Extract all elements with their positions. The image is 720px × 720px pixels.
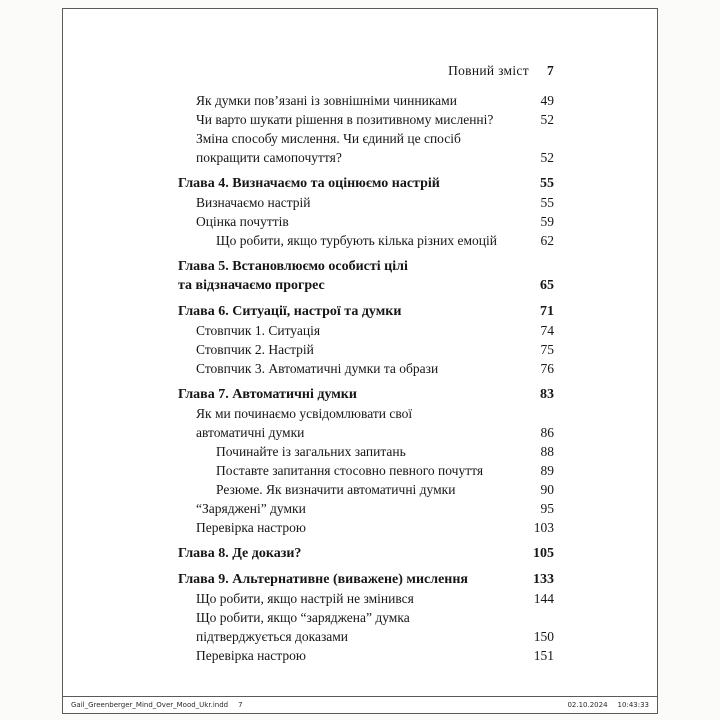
toc-entry xyxy=(178,193,554,212)
toc-entry-page-number: 103 xyxy=(533,520,554,535)
toc-entry-title: “Заряджені” думки xyxy=(196,501,306,516)
toc-entry-page-number: 65 xyxy=(540,278,554,293)
toc-entry xyxy=(178,110,554,129)
toc-entry-page-number: 55 xyxy=(540,176,554,191)
toc-entry-page-number: 71 xyxy=(540,304,554,319)
toc-entry xyxy=(178,404,554,442)
toc-entry-title: Перевірка настрою xyxy=(196,520,306,535)
toc-entry-title: Зміна способу мислення. Чи єдиний це спосіб xyxy=(196,131,461,146)
toc-entry-line xyxy=(216,461,554,480)
toc-chapter-entry xyxy=(178,174,554,193)
toc-entry-line xyxy=(196,423,554,442)
toc-entry-line xyxy=(216,442,554,461)
toc-entry-line xyxy=(196,340,554,359)
footer-file-page: 7 xyxy=(238,701,243,709)
toc-entry xyxy=(178,129,554,167)
toc-entry-page-number: 95 xyxy=(540,501,554,516)
toc-entry-page-number: 76 xyxy=(540,361,554,376)
toc-entry-title: Поставте запитання стосовно певного почуття xyxy=(216,463,484,478)
toc-entry-title: автоматичні думки xyxy=(196,425,305,440)
running-head-page-number: 7 xyxy=(546,63,554,78)
toc-entry-title: підтверджується доказами xyxy=(196,629,349,644)
toc-entry-title: Що робити, якщо турбують кілька різних емоцій xyxy=(216,233,497,248)
toc-entry-title: Глава 7. Автоматичні думки xyxy=(178,387,357,402)
toc-entry-page-number: 89 xyxy=(540,463,554,478)
footer-time: 10:43:33 xyxy=(617,701,649,709)
toc-entry xyxy=(178,608,554,646)
toc-entry-title: Перевірка настрою xyxy=(196,648,306,663)
toc-entry xyxy=(178,91,554,110)
toc-entry-line xyxy=(196,91,554,110)
toc-entry xyxy=(178,340,554,359)
toc-entry-title: Стовпчик 1. Ситуація xyxy=(196,323,321,338)
toc-entry-line xyxy=(196,212,554,231)
toc-entry-page-number: 74 xyxy=(540,323,554,338)
toc-entry-line xyxy=(178,385,554,404)
toc-entry-page-number: 75 xyxy=(540,342,554,357)
toc-entry-title: Резюме. Як визначити автоматичні думки xyxy=(216,482,456,497)
toc-entry-title: Глава 5. Встановлюємо особисті цілі xyxy=(178,259,408,274)
footer-file-name: Gail_Greenberger_Mind_Over_Mood_Ukr.indd xyxy=(71,701,229,709)
toc-chapter-entry xyxy=(178,385,554,404)
toc-entry xyxy=(178,518,554,537)
toc-entry-title: покращити самопочуття? xyxy=(196,150,342,165)
running-head xyxy=(178,63,554,79)
toc-entry-title: Що робити, якщо “заряджена” думка xyxy=(196,610,410,625)
toc-entry-page-number: 52 xyxy=(540,112,554,127)
toc-chapter-entry xyxy=(178,302,554,321)
toc-entry-page-number: 62 xyxy=(540,233,554,248)
toc-entry-line xyxy=(216,231,554,250)
toc-entry-page-number: 55 xyxy=(540,195,554,210)
toc-entry-line xyxy=(178,257,554,276)
toc-entry-page-number: 133 xyxy=(533,572,554,587)
toc-entry-title: Як ми починаємо усвідомлювати свої xyxy=(196,406,413,421)
toc-entry-title: Що робити, якщо настрій не змінився xyxy=(196,591,414,606)
toc-entry-line xyxy=(178,302,554,321)
toc-entry-page-number: 105 xyxy=(533,546,554,561)
toc-entry-page-number: 144 xyxy=(533,591,554,606)
toc-entry xyxy=(178,461,554,480)
toc-entry-page-number: 150 xyxy=(533,629,554,644)
toc-entry-title: Глава 8. Де докази? xyxy=(178,546,302,561)
toc-entry-line xyxy=(196,646,554,665)
toc-entry xyxy=(178,499,554,518)
toc-entry-line xyxy=(178,570,554,589)
toc-entry-title: Стовпчик 2. Настрій xyxy=(196,342,314,357)
toc-entry-title: Чи варто шукати рішення в позитивному мисленні? xyxy=(196,112,494,127)
toc-entry-line xyxy=(216,480,554,499)
toc-entry-line xyxy=(196,518,554,537)
toc-entry-page-number: 52 xyxy=(540,150,554,165)
toc-entry-page-number: 151 xyxy=(533,648,554,663)
toc-entry-line xyxy=(196,359,554,378)
toc-list xyxy=(178,91,554,665)
toc-entry xyxy=(178,231,554,250)
toc-entry-line xyxy=(178,544,554,563)
toc-entry xyxy=(178,321,554,340)
toc-entry-title: Глава 9. Альтернативне (виважене) мислення xyxy=(178,572,469,587)
toc-entry-line xyxy=(196,193,554,212)
toc-entry-line xyxy=(196,148,554,167)
toc-entry-title: Оцінка почуттів xyxy=(196,214,289,229)
toc-entry xyxy=(178,442,554,461)
toc-entry-title: Глава 6. Ситуації, настрої та думки xyxy=(178,304,402,319)
toc-chapter-entry xyxy=(178,544,554,563)
running-head-title: Повний зміст xyxy=(448,63,529,78)
toc-entry xyxy=(178,589,554,608)
book-page xyxy=(62,8,658,714)
toc-entry-title: Починайте із загальних запитань xyxy=(216,444,406,459)
toc-entry-title: Визначаємо настрій xyxy=(196,195,311,210)
footer-right xyxy=(567,701,649,709)
toc-entry xyxy=(178,359,554,378)
toc-entry-page-number: 59 xyxy=(540,214,554,229)
toc-entry xyxy=(178,480,554,499)
toc-entry-page-number: 88 xyxy=(540,444,554,459)
toc-entry-line xyxy=(178,174,554,193)
toc-entry-line xyxy=(196,129,554,148)
toc-entry-title: Як думки пов’язані із зовнішніми чинниками xyxy=(196,93,457,108)
toc-entry-line xyxy=(196,110,554,129)
toc-chapter-entry xyxy=(178,257,554,295)
toc-entry-line xyxy=(196,608,554,627)
toc-entry-title: та відзначаємо прогрес xyxy=(178,278,325,293)
page-footer xyxy=(63,696,657,713)
toc-entry-line xyxy=(178,276,554,295)
footer-date: 02.10.2024 xyxy=(567,701,608,709)
toc-entry-line xyxy=(196,499,554,518)
toc-entry-title: Стовпчик 3. Автоматичні думки та образи xyxy=(196,361,439,376)
toc-entry-line xyxy=(196,321,554,340)
toc-entry-line xyxy=(196,404,554,423)
toc-entry-line xyxy=(196,627,554,646)
toc-entry-page-number: 90 xyxy=(540,482,554,497)
toc-entry-page-number: 49 xyxy=(540,93,554,108)
footer-left xyxy=(71,701,243,709)
toc-entry-page-number: 83 xyxy=(540,387,554,402)
toc-entry xyxy=(178,646,554,665)
toc-entry xyxy=(178,212,554,231)
toc-entry-title: Глава 4. Визначаємо та оцінюємо настрій xyxy=(178,176,440,191)
toc-entry-page-number: 86 xyxy=(540,425,554,440)
toc-chapter-entry xyxy=(178,570,554,589)
toc-entry-line xyxy=(196,589,554,608)
